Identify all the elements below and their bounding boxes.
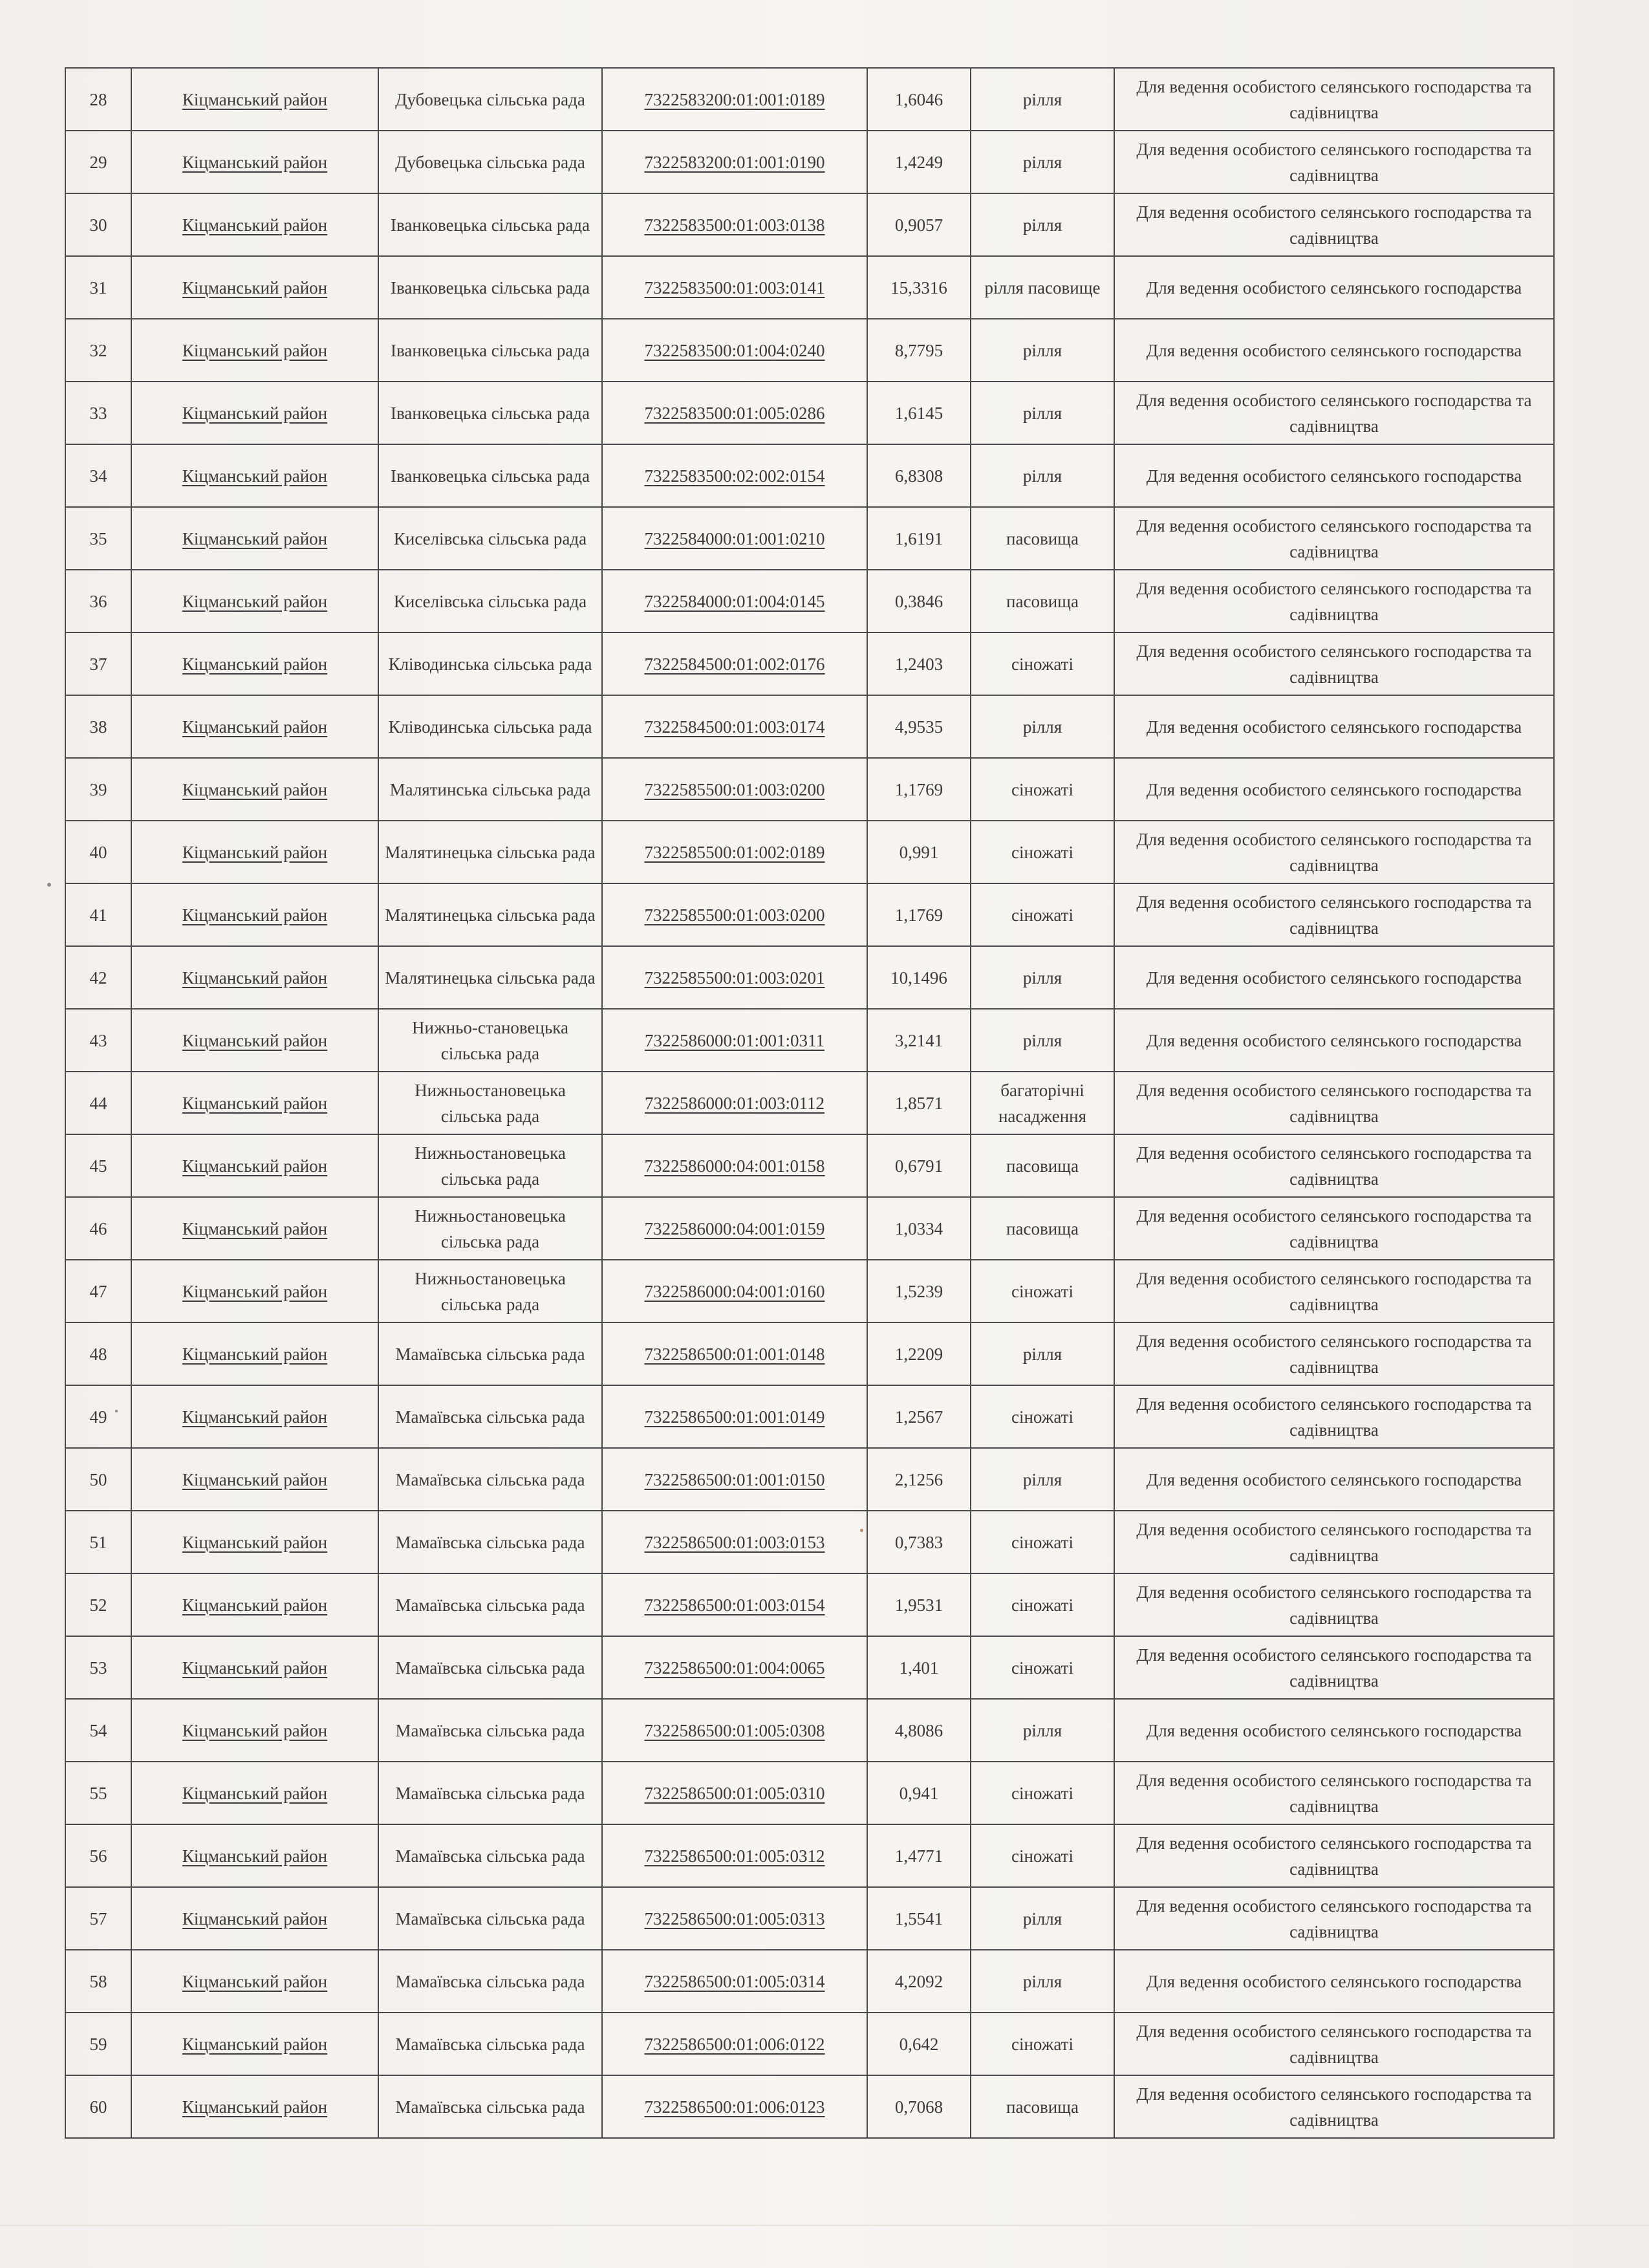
land-type: сіножаті <box>971 1824 1114 1887</box>
row-number: 58 <box>65 1950 131 2013</box>
land-type: рілля пасовище <box>971 256 1114 319</box>
council-name: Кліводинська сільська рада <box>378 695 602 758</box>
table-row <box>65 1887 1554 1950</box>
row-number: 43 <box>65 1009 131 1072</box>
table-body <box>65 68 1554 2138</box>
area-ha: 0,7068 <box>867 2075 971 2138</box>
land-type: сіножаті <box>971 1385 1114 1448</box>
land-type: рілля <box>971 1323 1114 1385</box>
land-purpose: Для ведення особистого селянського господарства та садівництва <box>1114 2075 1554 2138</box>
land-type: пасовища <box>971 1197 1114 1260</box>
table-row <box>65 1134 1554 1197</box>
table-row <box>65 2013 1554 2075</box>
cadastral-number-link[interactable]: 7322583200:01:001:0189 <box>602 68 867 131</box>
land-type: сіножаті <box>971 1260 1114 1323</box>
table-row <box>65 2075 1554 2138</box>
scan-speck <box>47 883 51 887</box>
land-purpose: Для ведення особистого селянського господарства <box>1114 319 1554 382</box>
row-number: 47 <box>65 1260 131 1323</box>
area-ha: 15,3316 <box>867 256 971 319</box>
land-type: рілля <box>971 1448 1114 1511</box>
cadastral-number-link[interactable]: 7322583500:01:003:0138 <box>602 193 867 256</box>
table-row <box>65 1009 1554 1072</box>
row-number: 45 <box>65 1134 131 1197</box>
land-type: сіножаті <box>971 1636 1114 1699</box>
district-link[interactable]: Кіцманський район <box>131 570 378 632</box>
row-number: 41 <box>65 883 131 946</box>
cadastral-number-link[interactable]: 7322586500:01:006:0122 <box>602 2013 867 2075</box>
area-ha: 8,7795 <box>867 319 971 382</box>
land-purpose: Для ведення особистого селянського господарства та садівництва <box>1114 1197 1554 1260</box>
row-number: 55 <box>65 1762 131 1824</box>
area-ha: 1,5239 <box>867 1260 971 1323</box>
council-name: Дубовецька сільська рада <box>378 131 602 193</box>
cadastral-number-link[interactable]: 7322586500:01:001:0150 <box>602 1448 867 1511</box>
cadastral-number-link[interactable]: 7322586500:01:005:0312 <box>602 1824 867 1887</box>
land-type: рілля <box>971 131 1114 193</box>
area-ha: 1,5541 <box>867 1887 971 1950</box>
table-row <box>65 1072 1554 1134</box>
council-name: Кліводинська сільська рада <box>378 632 602 695</box>
land-purpose: Для ведення особистого селянського господарства та садівництва <box>1114 193 1554 256</box>
cadastral-number-link[interactable]: 7322583500:02:002:0154 <box>602 444 867 507</box>
row-number: 57 <box>65 1887 131 1950</box>
land-purpose: Для ведення особистого селянського господарства та садівництва <box>1114 131 1554 193</box>
council-name: Нижньостановецька сільська рада <box>378 1197 602 1260</box>
district-link[interactable]: Кіцманський район <box>131 68 378 131</box>
council-name: Нижньо-становецька сільська рада <box>378 1009 602 1072</box>
land-type: сіножаті <box>971 883 1114 946</box>
table-row <box>65 1699 1554 1762</box>
area-ha: 0,941 <box>867 1762 971 1824</box>
table-row <box>65 1824 1554 1887</box>
district-link[interactable]: Кіцманський район <box>131 1260 378 1323</box>
table-row <box>65 1260 1554 1323</box>
table-row <box>65 946 1554 1009</box>
cadastral-number-link[interactable]: 7322583500:01:005:0286 <box>602 382 867 444</box>
table-row <box>65 193 1554 256</box>
row-number: 29 <box>65 131 131 193</box>
table-row <box>65 1636 1554 1699</box>
land-purpose: Для ведення особистого селянського господарства <box>1114 1950 1554 2013</box>
land-type: рілля <box>971 444 1114 507</box>
land-type: рілля <box>971 1887 1114 1950</box>
district-link[interactable]: Кіцманський район <box>131 507 378 570</box>
district-link[interactable]: Кіцманський район <box>131 2075 378 2138</box>
land-purpose: Для ведення особистого селянського господарства та садівництва <box>1114 1511 1554 1573</box>
land-purpose: Для ведення особистого селянського господарства <box>1114 256 1554 319</box>
row-number: 30 <box>65 193 131 256</box>
council-name: Мамаївська сільська рада <box>378 1323 602 1385</box>
table-row <box>65 382 1554 444</box>
cadastral-number-link[interactable]: 7322586500:01:006:0123 <box>602 2075 867 2138</box>
cadastral-number-link[interactable]: 7322586000:04:001:0158 <box>602 1134 867 1197</box>
district-link[interactable]: Кіцманський район <box>131 1009 378 1072</box>
cadastral-number-link[interactable]: 7322584500:01:003:0174 <box>602 695 867 758</box>
land-purpose: Для ведення особистого селянського господарства та садівництва <box>1114 1824 1554 1887</box>
table-row <box>65 821 1554 883</box>
land-type: сіножаті <box>971 632 1114 695</box>
table-row <box>65 1385 1554 1448</box>
council-name: Мамаївська сільська рада <box>378 1950 602 2013</box>
table-row <box>65 883 1554 946</box>
district-link[interactable]: Кіцманський район <box>131 1448 378 1511</box>
cadastral-number-link[interactable]: 7322586000:01:001:0311 <box>602 1009 867 1072</box>
council-name: Киселівська сільська рада <box>378 507 602 570</box>
row-number: 34 <box>65 444 131 507</box>
area-ha: 0,9057 <box>867 193 971 256</box>
land-purpose: Для ведення особистого селянського господарства <box>1114 1009 1554 1072</box>
land-purpose: Для ведення особистого селянського господарства та садівництва <box>1114 1636 1554 1699</box>
area-ha: 1,8571 <box>867 1072 971 1134</box>
district-link[interactable]: Кіцманський район <box>131 1636 378 1699</box>
row-number: 48 <box>65 1323 131 1385</box>
district-link[interactable]: Кіцманський район <box>131 1824 378 1887</box>
district-link[interactable]: Кіцманський район <box>131 193 378 256</box>
page-fold-line <box>0 2225 1649 2226</box>
council-name: Нижньостановецька сільська рада <box>378 1072 602 1134</box>
land-type: сіножаті <box>971 758 1114 821</box>
land-purpose: Для ведення особистого селянського господарства та садівництва <box>1114 507 1554 570</box>
council-name: Малятинецька сільська рада <box>378 946 602 1009</box>
land-type: рілля <box>971 946 1114 1009</box>
cadastral-number-link[interactable]: 7322585500:01:003:0201 <box>602 946 867 1009</box>
land-purpose: Для ведення особистого селянського господарства та садівництва <box>1114 821 1554 883</box>
land-type: рілля <box>971 695 1114 758</box>
row-number: 40 <box>65 821 131 883</box>
cadastral-number-link[interactable]: 7322586500:01:005:0308 <box>602 1699 867 1762</box>
row-number: 49 <box>65 1385 131 1448</box>
cadastral-number-link[interactable]: 7322584000:01:004:0145 <box>602 570 867 632</box>
district-link[interactable]: Кіцманський район <box>131 1573 378 1636</box>
land-purpose: Для ведення особистого селянського господарства <box>1114 1699 1554 1762</box>
land-purpose: Для ведення особистого селянського господарства та садівництва <box>1114 1323 1554 1385</box>
land-type: рілля <box>971 319 1114 382</box>
district-link[interactable]: Кіцманський район <box>131 1134 378 1197</box>
land-type: пасовища <box>971 507 1114 570</box>
table-row <box>65 256 1554 319</box>
council-name: Мамаївська сільська рада <box>378 1511 602 1573</box>
cadastral-number-link[interactable]: 7322586500:01:001:0149 <box>602 1385 867 1448</box>
cadastral-number-link[interactable]: 7322586000:04:001:0159 <box>602 1197 867 1260</box>
cadastral-number-link[interactable]: 7322583500:01:004:0240 <box>602 319 867 382</box>
district-link[interactable]: Кіцманський район <box>131 1699 378 1762</box>
area-ha: 1,0334 <box>867 1197 971 1260</box>
land-type: пасовища <box>971 2075 1114 2138</box>
row-number: 59 <box>65 2013 131 2075</box>
table-row <box>65 1197 1554 1260</box>
land-purpose: Для ведення особистого селянського господарства та садівництва <box>1114 1072 1554 1134</box>
area-ha: 1,1769 <box>867 883 971 946</box>
area-ha: 1,401 <box>867 1636 971 1699</box>
area-ha: 1,4771 <box>867 1824 971 1887</box>
row-number: 39 <box>65 758 131 821</box>
district-link[interactable]: Кіцманський район <box>131 1197 378 1260</box>
row-number: 50 <box>65 1448 131 1511</box>
council-name: Мамаївська сільська рада <box>378 1699 602 1762</box>
council-name: Малятинська сільська рада <box>378 758 602 821</box>
land-type: рілля <box>971 1699 1114 1762</box>
area-ha: 0,6791 <box>867 1134 971 1197</box>
row-number: 31 <box>65 256 131 319</box>
row-number: 54 <box>65 1699 131 1762</box>
council-name: Мамаївська сільська рада <box>378 1887 602 1950</box>
area-ha: 10,1496 <box>867 946 971 1009</box>
land-purpose: Для ведення особистого селянського господарства <box>1114 946 1554 1009</box>
district-link[interactable]: Кіцманський район <box>131 1323 378 1385</box>
row-number: 33 <box>65 382 131 444</box>
district-link[interactable]: Кіцманський район <box>131 695 378 758</box>
district-link[interactable]: Кіцманський район <box>131 1887 378 1950</box>
table-row <box>65 1762 1554 1824</box>
table-row <box>65 507 1554 570</box>
row-number: 36 <box>65 570 131 632</box>
table-row <box>65 570 1554 632</box>
district-link[interactable]: Кіцманський район <box>131 444 378 507</box>
area-ha: 1,2209 <box>867 1323 971 1385</box>
row-number: 60 <box>65 2075 131 2138</box>
row-number: 56 <box>65 1824 131 1887</box>
row-number: 52 <box>65 1573 131 1636</box>
row-number: 44 <box>65 1072 131 1134</box>
land-parcels-table <box>65 67 1555 2139</box>
district-link[interactable]: Кіцманський район <box>131 821 378 883</box>
area-ha: 1,9531 <box>867 1573 971 1636</box>
district-link[interactable]: Кіцманський район <box>131 758 378 821</box>
table-row <box>65 1950 1554 2013</box>
council-name: Іванковецька сільська рада <box>378 193 602 256</box>
area-ha: 1,6191 <box>867 507 971 570</box>
land-purpose: Для ведення особистого селянського господарства та садівництва <box>1114 570 1554 632</box>
row-number: 53 <box>65 1636 131 1699</box>
council-name: Мамаївська сільська рада <box>378 1762 602 1824</box>
council-name: Нижньостановецька сільська рада <box>378 1260 602 1323</box>
table-row <box>65 319 1554 382</box>
area-ha: 3,2141 <box>867 1009 971 1072</box>
district-link[interactable]: Кіцманський район <box>131 1385 378 1448</box>
cadastral-number-link[interactable]: 7322586500:01:005:0314 <box>602 1950 867 2013</box>
land-type: пасовища <box>971 570 1114 632</box>
table-row <box>65 758 1554 821</box>
council-name: Іванковецька сільська рада <box>378 256 602 319</box>
table-row <box>65 632 1554 695</box>
district-link[interactable]: Кіцманський район <box>131 382 378 444</box>
district-link[interactable]: Кіцманський район <box>131 1762 378 1824</box>
council-name: Мамаївська сільська рада <box>378 1385 602 1448</box>
land-purpose: Для ведення особистого селянського господарства та садівництва <box>1114 2013 1554 2075</box>
land-purpose: Для ведення особистого селянського господарства та садівництва <box>1114 68 1554 131</box>
council-name: Іванковецька сільська рада <box>378 444 602 507</box>
council-name: Мамаївська сільська рада <box>378 1636 602 1699</box>
land-type: рілля <box>971 382 1114 444</box>
row-number: 51 <box>65 1511 131 1573</box>
row-number: 46 <box>65 1197 131 1260</box>
district-link[interactable]: Кіцманський район <box>131 883 378 946</box>
council-name: Дубовецька сільська рада <box>378 68 602 131</box>
district-link[interactable]: Кіцманський район <box>131 131 378 193</box>
table-row <box>65 695 1554 758</box>
land-purpose: Для ведення особистого селянського господарства та садівництва <box>1114 1573 1554 1636</box>
area-ha: 4,9535 <box>867 695 971 758</box>
land-type: рілля <box>971 1009 1114 1072</box>
area-ha: 0,642 <box>867 2013 971 2075</box>
area-ha: 4,2092 <box>867 1950 971 2013</box>
area-ha: 1,6046 <box>867 68 971 131</box>
land-type: сіножаті <box>971 2013 1114 2075</box>
cadastral-number-link[interactable]: 7322586000:04:001:0160 <box>602 1260 867 1323</box>
cadastral-number-link[interactable]: 7322586500:01:003:0153 <box>602 1511 867 1573</box>
area-ha: 1,1769 <box>867 758 971 821</box>
area-ha: 2,1256 <box>867 1448 971 1511</box>
land-type: сіножаті <box>971 1573 1114 1636</box>
land-purpose: Для ведення особистого селянського господарства та садівництва <box>1114 1260 1554 1323</box>
table-row <box>65 131 1554 193</box>
cadastral-number-link[interactable]: 7322583500:01:003:0141 <box>602 256 867 319</box>
area-ha: 1,2567 <box>867 1385 971 1448</box>
council-name: Малятинецька сільська рада <box>378 821 602 883</box>
land-purpose: Для ведення особистого селянського господарства <box>1114 444 1554 507</box>
table-row <box>65 1448 1554 1511</box>
area-ha: 0,991 <box>867 821 971 883</box>
row-number: 37 <box>65 632 131 695</box>
row-number: 38 <box>65 695 131 758</box>
area-ha: 6,8308 <box>867 444 971 507</box>
area-ha: 4,8086 <box>867 1699 971 1762</box>
land-purpose: Для ведення особистого селянського господарства <box>1114 695 1554 758</box>
land-purpose: Для ведення особистого селянського господарства та садівництва <box>1114 632 1554 695</box>
district-link[interactable]: Кіцманський район <box>131 319 378 382</box>
land-type: багаторічні насадження <box>971 1072 1114 1134</box>
row-number: 42 <box>65 946 131 1009</box>
area-ha: 0,3846 <box>867 570 971 632</box>
council-name: Мамаївська сільська рада <box>378 2075 602 2138</box>
land-purpose: Для ведення особистого селянського господарства та садівництва <box>1114 1887 1554 1950</box>
cadastral-number-link[interactable]: 7322584500:01:002:0176 <box>602 632 867 695</box>
row-number: 35 <box>65 507 131 570</box>
cadastral-number-link[interactable]: 7322586500:01:005:0310 <box>602 1762 867 1824</box>
table-row <box>65 444 1554 507</box>
cadastral-number-link[interactable]: 7322585500:01:002:0189 <box>602 821 867 883</box>
row-number: 32 <box>65 319 131 382</box>
council-name: Іванковецька сільська рада <box>378 319 602 382</box>
cadastral-number-link[interactable]: 7322586000:01:003:0112 <box>602 1072 867 1134</box>
council-name: Малятинецька сільська рада <box>378 883 602 946</box>
table-row <box>65 1573 1554 1636</box>
cadastral-number-link[interactable]: 7322586500:01:003:0154 <box>602 1573 867 1636</box>
cadastral-number-link[interactable]: 7322585500:01:003:0200 <box>602 758 867 821</box>
area-ha: 1,4249 <box>867 131 971 193</box>
land-purpose: Для ведення особистого селянського господарства та садівництва <box>1114 1134 1554 1197</box>
land-purpose: Для ведення особистого селянського господарства <box>1114 758 1554 821</box>
land-type: рілля <box>971 1950 1114 2013</box>
cadastral-number-link[interactable]: 7322585500:01:003:0200 <box>602 883 867 946</box>
land-type: сіножаті <box>971 1511 1114 1573</box>
land-type: пасовища <box>971 1134 1114 1197</box>
council-name: Мамаївська сільська рада <box>378 1573 602 1636</box>
district-link[interactable]: Кіцманський район <box>131 1511 378 1573</box>
council-name: Киселівська сільська рада <box>378 570 602 632</box>
land-type: рілля <box>971 68 1114 131</box>
land-purpose: Для ведення особистого селянського господарства та садівництва <box>1114 1385 1554 1448</box>
cadastral-number-link[interactable]: 7322586500:01:001:0148 <box>602 1323 867 1385</box>
district-link[interactable]: Кіцманський район <box>131 946 378 1009</box>
council-name: Мамаївська сільська рада <box>378 1824 602 1887</box>
district-link[interactable]: Кіцманський район <box>131 632 378 695</box>
cadastral-number-link[interactable]: 7322586500:01:005:0313 <box>602 1887 867 1950</box>
land-purpose: Для ведення особистого селянського господарства <box>1114 1448 1554 1511</box>
district-link[interactable]: Кіцманський район <box>131 1950 378 2013</box>
cadastral-number-link[interactable]: 7322584000:01:001:0210 <box>602 507 867 570</box>
area-ha: 0,7383 <box>867 1511 971 1573</box>
land-type: сіножаті <box>971 821 1114 883</box>
cadastral-number-link[interactable]: 7322586500:01:004:0065 <box>602 1636 867 1699</box>
land-purpose: Для ведення особистого селянського господарства та садівництва <box>1114 1762 1554 1824</box>
council-name: Мамаївська сільська рада <box>378 2013 602 2075</box>
table-row <box>65 1323 1554 1385</box>
district-link[interactable]: Кіцманський район <box>131 1072 378 1134</box>
area-ha: 1,2403 <box>867 632 971 695</box>
land-type: сіножаті <box>971 1762 1114 1824</box>
land-type: рілля <box>971 193 1114 256</box>
council-name: Іванковецька сільська рада <box>378 382 602 444</box>
row-number: 28 <box>65 68 131 131</box>
cadastral-number-link[interactable]: 7322583200:01:001:0190 <box>602 131 867 193</box>
land-purpose: Для ведення особистого селянського господарства та садівництва <box>1114 883 1554 946</box>
district-link[interactable]: Кіцманський район <box>131 256 378 319</box>
council-name: Нижньостановецька сільська рада <box>378 1134 602 1197</box>
district-link[interactable]: Кіцманський район <box>131 2013 378 2075</box>
table-row <box>65 1511 1554 1573</box>
land-purpose: Для ведення особистого селянського господарства та садівництва <box>1114 382 1554 444</box>
council-name: Мамаївська сільська рада <box>378 1448 602 1511</box>
area-ha: 1,6145 <box>867 382 971 444</box>
table-row <box>65 68 1554 131</box>
